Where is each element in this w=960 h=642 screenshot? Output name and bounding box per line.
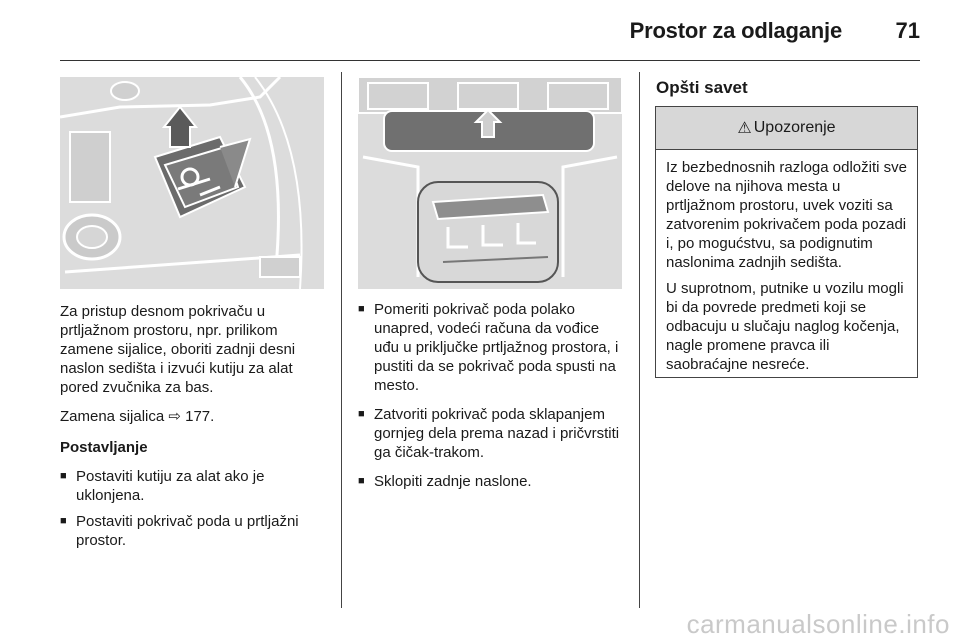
left-column-text bbox=[60, 302, 330, 557]
warning-body bbox=[656, 150, 917, 374]
warning-header bbox=[656, 107, 917, 150]
list-item: ■ Postaviti pokrivač poda u prtljažni prostor. bbox=[60, 512, 330, 550]
floor-cover-drawing bbox=[358, 77, 622, 289]
warning-title: Upozorenje bbox=[753, 119, 836, 136]
installation-steps bbox=[60, 467, 330, 550]
column-divider-1 bbox=[341, 72, 342, 608]
watermark: carmanualsonline.info bbox=[686, 609, 950, 639]
warning-box bbox=[655, 106, 918, 378]
list-item: ■ Sklopiti zadnje naslone. bbox=[358, 472, 628, 491]
page-number: 71 bbox=[895, 18, 920, 43]
middle-column-text bbox=[358, 300, 628, 498]
warning-paragraph: Iz bezbednosnih razloga odložiti sve delove na njihova mesta u prtljažnom prostoru, uvek voziti sa zatvorenim pokrivačem poda pozadi i, po mogućstvu, sa podignutim naslonima zadnjih sedišta. bbox=[666, 159, 907, 271]
header-rule bbox=[60, 60, 920, 61]
section-title: Opšti savet bbox=[656, 78, 748, 97]
page-title: Prostor za odlaganje bbox=[629, 18, 842, 43]
column-divider-2 bbox=[639, 72, 640, 608]
floor-cover-steps bbox=[358, 300, 628, 491]
warning-triangle-icon: ⚠ bbox=[737, 120, 752, 137]
bulb-replacement-reference: Zamena sijalica ⇨ 177. bbox=[60, 408, 215, 425]
list-item: ■ Postaviti kutiju za alat ako je uklonjena. bbox=[60, 467, 330, 505]
floor-cover-illustration bbox=[358, 77, 622, 289]
list-item: ■ Pomeriti pokrivač poda polako unapred, vodeći računa da vođice uđu u priključke prtljažnog prostora, i pustiti da se pokrivač poda spusti na mesto. bbox=[358, 300, 628, 395]
trunk-toolbox-drawing bbox=[60, 77, 324, 289]
trunk-toolbox-illustration bbox=[60, 77, 324, 289]
list-item: ■ Zatvoriti pokrivač poda sklapanjem gornjeg dela prema nazad i pričvrstiti ga čičak-trakom. bbox=[358, 405, 628, 462]
access-instruction: Za pristup desnom pokrivaču u prtljažnom prostoru, npr. prilikom zamene sijalice, oboriti zadnji desni naslon sedišta i izvući kutiju za alat pored zvučnika za bas. bbox=[60, 303, 296, 396]
installation-subhead: Postavljanje bbox=[60, 439, 148, 456]
warning-paragraph: U suprotnom, putnike u vozilu mogli bi da povrede predmeti koji se odbacuju u slučaju naglog kočenja, nagle promene pravca ili saobraćajne nesreće. bbox=[666, 280, 904, 373]
